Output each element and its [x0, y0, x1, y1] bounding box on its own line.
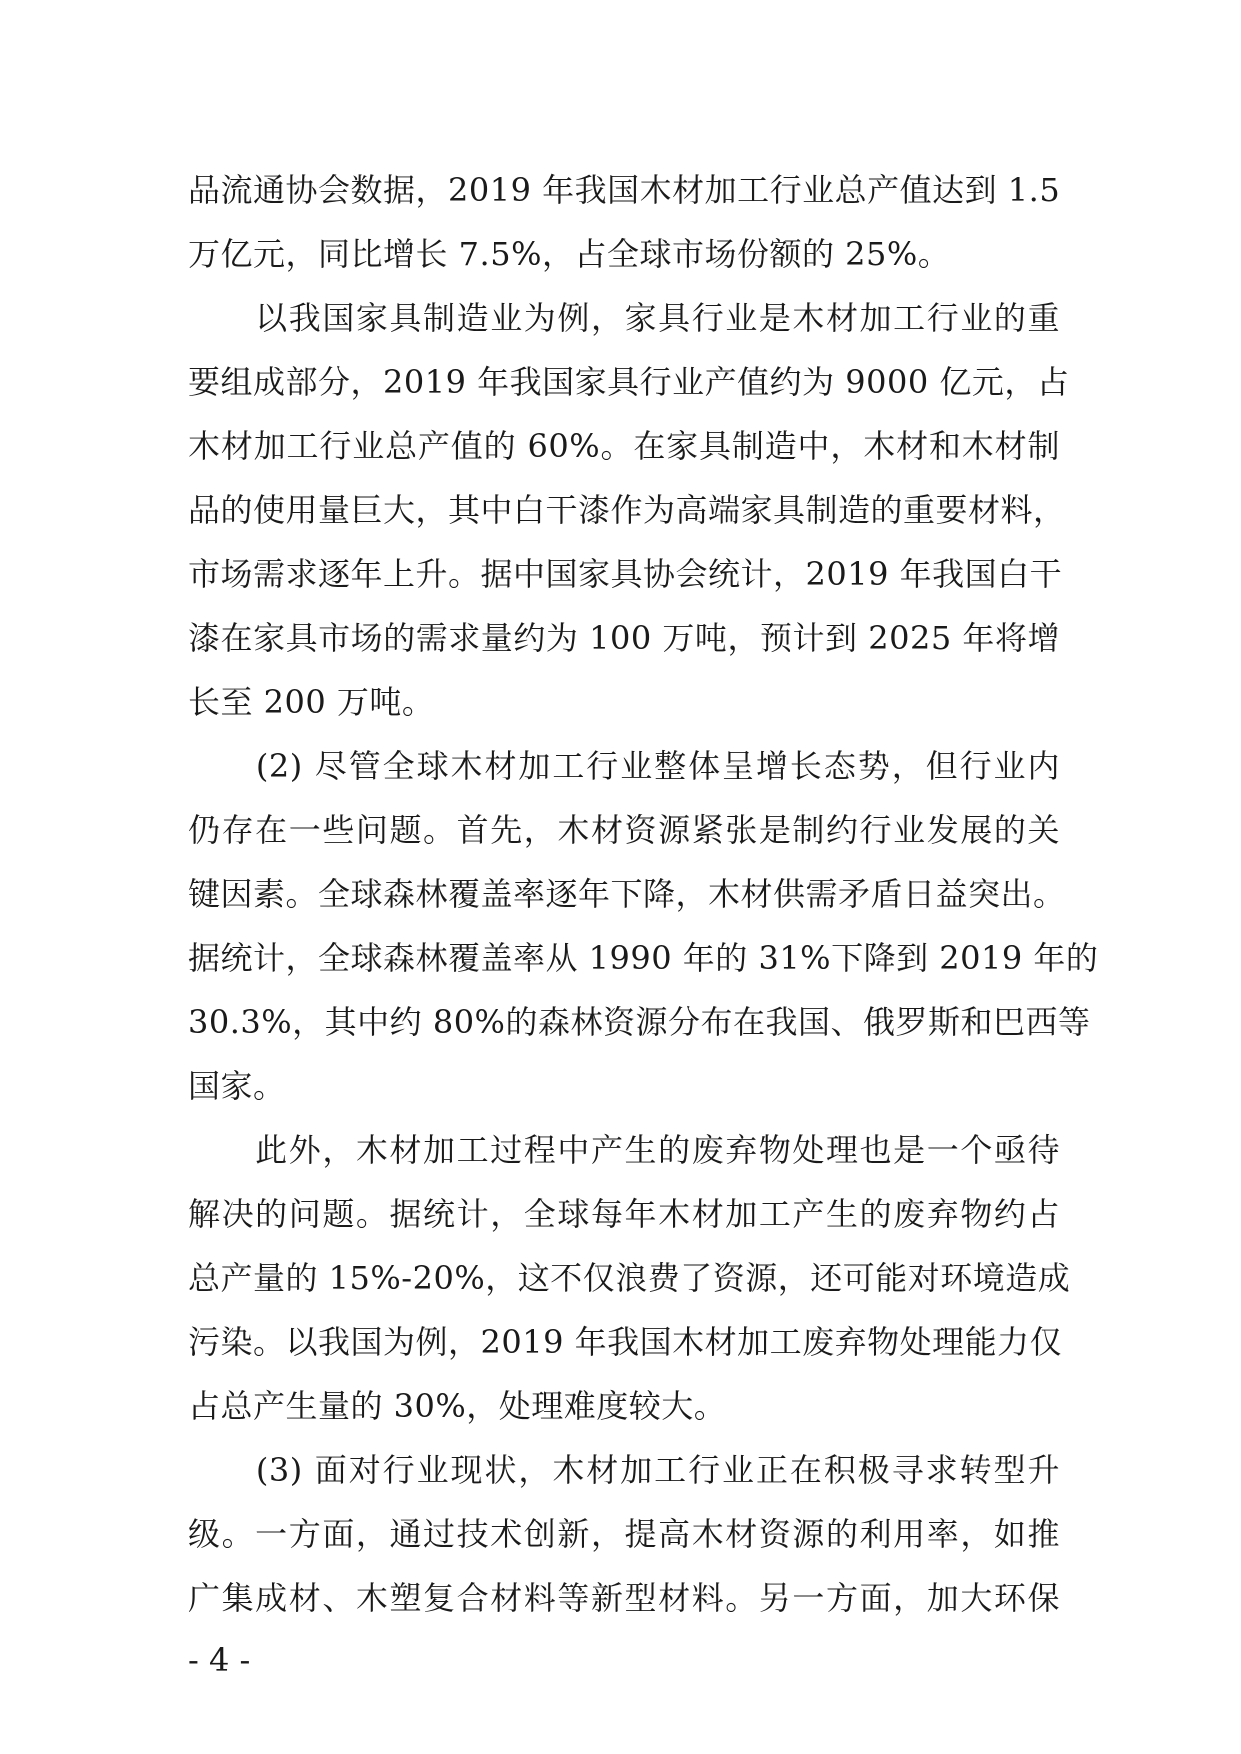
text-line: 品的使用量巨大，其中白干漆作为高端家具制造的重要材料，: [188, 491, 1066, 529]
text-line: 要组成部分，2019 年我国家具行业产值约为 9000 亿元，占: [188, 363, 1070, 401]
text-line: 木材加工行业总产值的 60%。在家具制造中，木材和木材制: [188, 427, 1060, 465]
text-line: 此外，木材加工过程中产生的废弃物处理也是一个亟待: [188, 1131, 1060, 1169]
text-line: 键因素。全球森林覆盖率逐年下降，木材供需矛盾日益突出。: [188, 875, 1066, 913]
text-line: 总产量的 15%-20%，这不仅浪费了资源，还可能对环境造成: [188, 1259, 1071, 1297]
text-line: 据统计，全球森林覆盖率从 1990 年的 31%下降到 2019 年的: [188, 939, 1099, 977]
text-line: 广集成材、木塑复合材料等新型材料。另一方面，加大环保: [188, 1579, 1060, 1617]
paragraph-3: [188, 734, 1099, 1118]
text-line: 万亿元，同比增长 7.5%，占全球市场份额的 25%。: [188, 235, 951, 273]
text-line: 长至 200 万吨。: [188, 683, 435, 721]
paragraph-2: [188, 286, 1070, 734]
paragraph-4: [188, 1118, 1071, 1438]
text-line: 解决的问题。据统计，全球每年木材加工产生的废弃物约占: [188, 1195, 1060, 1233]
text-line: 污染。以我国为例，2019 年我国木材加工废弃物处理能力仅: [188, 1323, 1063, 1361]
text-line: 以我国家具制造业为例，家具行业是木材加工行业的重: [188, 299, 1060, 337]
paragraph-1: [188, 158, 1060, 286]
text-line: 品流通协会数据，2019 年我国木材加工行业总产值达到 1.5: [188, 171, 1061, 209]
text-line: 市场需求逐年上升。据中国家具协会统计，2019 年我国白干: [188, 555, 1063, 593]
text-line: 30.3%，其中约 80%的森林资源分布在我国、俄罗斯和巴西等: [188, 1003, 1091, 1041]
text-line: 级。一方面，通过技术创新，提高木材资源的利用率，如推: [188, 1515, 1060, 1553]
text-line: 漆在家具市场的需求量约为 100 万吨，预计到 2025 年将增: [188, 619, 1060, 657]
text-line: 国家。: [188, 1067, 286, 1105]
text-line: (3) 面对行业现状，木材加工行业正在积极寻求转型升: [188, 1451, 1060, 1489]
body-text: [188, 158, 1099, 1630]
text-line: 占总产生量的 30%，处理难度较大。: [188, 1387, 727, 1425]
text-line: (2) 尽管全球木材加工行业整体呈增长态势，但行业内: [188, 747, 1060, 785]
paragraph-5: [188, 1438, 1060, 1630]
page-number: - 4 -: [188, 1641, 251, 1679]
text-line: 仍存在一些问题。首先，木材资源紧张是制约行业发展的关: [188, 811, 1060, 849]
